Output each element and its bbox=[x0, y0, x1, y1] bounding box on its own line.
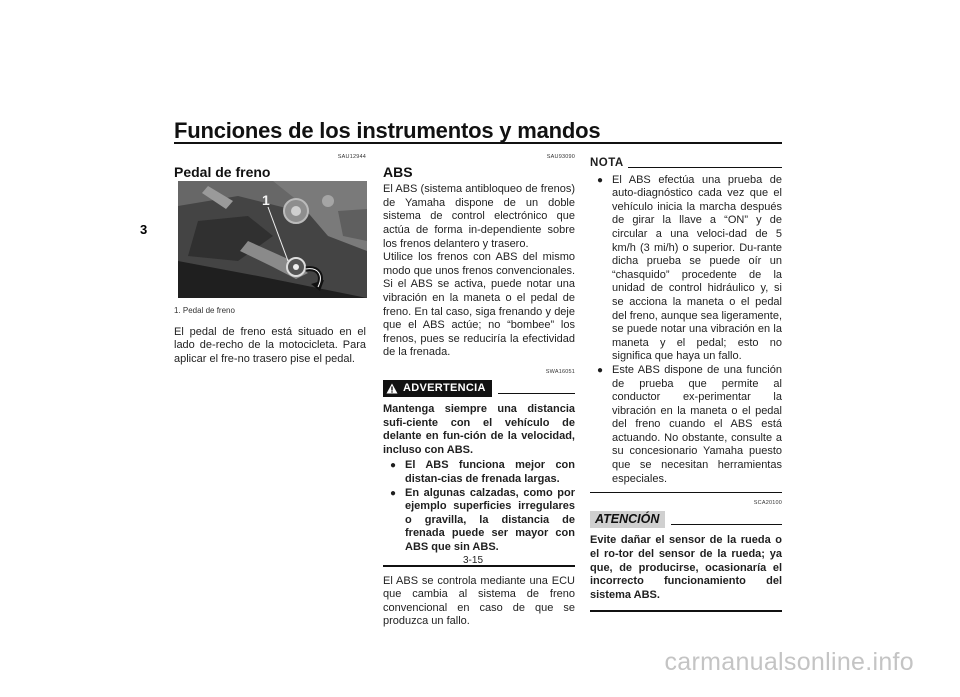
warning-body bbox=[383, 403, 575, 555]
section-heading-abs: ABS bbox=[383, 163, 413, 180]
warning-rule bbox=[498, 393, 575, 394]
warning-text: Mantenga siempre una distancia sufi-ciente con el vehículo de delante en fun-ción de la velocidad, incluso con ABS. bbox=[383, 403, 575, 456]
figure-caption: 1. Pedal de freno bbox=[174, 306, 235, 315]
right-column bbox=[590, 157, 782, 612]
warning-triangle-icon bbox=[386, 383, 398, 394]
left-column bbox=[174, 151, 366, 183]
warning-header bbox=[383, 380, 575, 398]
abs-paragraph-3: El ABS se controla mediante una ECU que cambia al sistema de freno convencional en caso de que se produzca un fallo. bbox=[383, 574, 575, 628]
note-label: NOTA bbox=[590, 157, 624, 169]
note-end-rule bbox=[590, 492, 782, 493]
caution-rule bbox=[671, 524, 782, 525]
abs-paragraph-1: El ABS (sistema antibloqueo de frenos) de Yamaha dispone de un doble sistema de control electrónico que actúa de forma in-dependiente sobre los frenos delantero y trasero. bbox=[383, 183, 575, 250]
note-list bbox=[590, 174, 782, 487]
watermark-text: carmanualsonline.info bbox=[664, 648, 914, 676]
warning-badge bbox=[383, 380, 492, 398]
left-column-lower bbox=[174, 304, 366, 366]
chapter-number: 3 bbox=[140, 222, 148, 237]
motorcycle-illustration bbox=[178, 181, 367, 298]
page-title: Funciones de los instrumentos y mandos bbox=[174, 118, 601, 143]
warning-label: ADVERTENCIA bbox=[403, 381, 486, 394]
abs-paragraph-2: Utilice los frenos con ABS del mismo modo que unos frenos convencionales. Si el ABS se activa, puede notar una vibración en la maneta o el pedal de freno. En tal caso, siga frenando y deje que el ABS actúe; no “bombee” los frenos, pues se reduciría la efectividad de la frenada. bbox=[383, 251, 575, 359]
list-item: ● En algunas calzadas, como por ejemplo superficies irregulares o gravilla, la distancia de frenada puede ser mayor con ABS que sin ABS. bbox=[383, 487, 575, 555]
list-item: ● Este ABS dispone de una función de prueba que permite al conductor ex-perimentar la vibración en la maneta o el pedal del freno cuando el ABS está actuando. No obstante, consulte a su concesionario Yamaha puesto que se necesitan herramientas especiales. bbox=[590, 364, 782, 486]
caution-end-rule bbox=[590, 610, 782, 612]
section-code: SAU93090 bbox=[546, 154, 575, 160]
caution-header bbox=[590, 511, 782, 529]
callout-number: 1 bbox=[262, 192, 270, 208]
caution-label: ATENCIÓN bbox=[590, 511, 665, 529]
caution-body bbox=[590, 534, 782, 602]
title-rule bbox=[174, 142, 782, 144]
section-heading-brake-pedal: Pedal de freno bbox=[174, 163, 271, 180]
chapter-tab bbox=[128, 142, 162, 697]
caution-code: SCA20100 bbox=[753, 500, 782, 507]
note-rule bbox=[628, 167, 782, 168]
caution-text: Evite dañar el sensor de la rueda o el ro-tor del sensor de la rueda; ya que, de producirse, ocasionaría el incorrecto funcionamiento del sistema ABS. bbox=[590, 534, 782, 601]
list-item: ● El ABS efectúa una prueba de auto-diagnóstico cada vez que el vehículo inicia la marcha después de girar la llave a “ON” y de circular a una veloci-dad de 5 km/h (3 mi/h) o superior. Du-rante dicha prueba se puede oír un “chasquido” procedente de la unidad de control hidráulico y, si se acciona la maneta o el pedal del freno, aunque sea ligeramente, se puede notar una vibración en la maneta y el pedal; esto no significa que haya un fallo. bbox=[590, 174, 782, 364]
section-code: SAU12944 bbox=[337, 154, 366, 160]
note-header bbox=[590, 157, 782, 171]
list-item: ● El ABS funciona mejor con distan-cias de frenada largas. bbox=[383, 459, 575, 486]
brake-pedal-text: El pedal de freno está situado en el lado de-recho de la motocicleta. Para aplicar el fre-no trasero pise el pedal. bbox=[174, 325, 366, 365]
warning-list bbox=[383, 459, 575, 554]
brake-pedal-photo bbox=[178, 181, 367, 298]
warning-code: SWA16051 bbox=[545, 368, 575, 375]
page-number: 3-15 bbox=[463, 555, 484, 566]
